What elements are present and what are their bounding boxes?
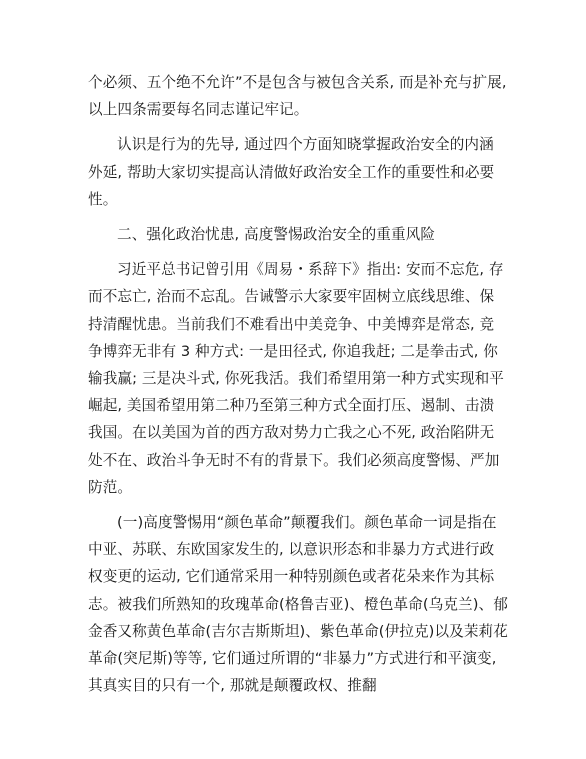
paragraph-4: (一)高度警惕用“颜色革命”颠覆我们。颜色革命一词是指在中亚、苏联、东欧国家发生的, 以意识形态和非暴力方式进行政权变更的运动, 它们通常采用一种特别颜色或者花朵来作为其标志。被我们所熟知的玫瑰革命(格鲁吉亚)、橙色革命(乌克兰)、郁金香又称黄色革命(吉尔吉斯斯坦)、紫色革命(伊拉克)以及茉莉花革命(突尼斯)等等, 它们通过所谓的“非暴力”方式进行和平演变, 其真实目的只有一个, 那就是颠覆政权、推翻 xyxy=(88,514,508,695)
paragraph-1: 个必须、五个绝不允许”不是包含与被包含关系, 而是补充与扩展, 以上四条需要每名同志谨记牢记。 xyxy=(88,74,507,119)
section-heading: 二、强化政治忧患, 高度警惕政治安全的重重风险 xyxy=(117,226,436,244)
paragraph-3: 习近平总书记曾引用《周易・系辞下》指出: 安而不忘危, 存而不忘亡, 治而不忘乱。告诫警示大家要牢固树立底线思维、保持清醒忧患。当前我们不难看出中美竞争、中美博弈是常态, 竞争博弈无非有 3 种方式: 一是田径式, 你追我赶; 二是拳击式, 你输我赢; 三是决斗式, 你死我活。我们希望用第一种方式实现和平崛起, 美国希望用第二种乃至第三种方式全面打压、遏制、击溃我国。在以美国为首的西方敌对势力亡我之心不死, 政治陷阱无处不在、政治斗争无时不有的背景下。我们必须高度警惕、严加防范。 xyxy=(88,261,504,496)
paragraph-2: 认识是行为的先导, 通过四个方面知晓掌握政治安全的内涵外延, 帮助大家切实提高认清做好政治安全工作的重要性和必要性。 xyxy=(88,136,495,208)
body-text xyxy=(88,69,508,699)
